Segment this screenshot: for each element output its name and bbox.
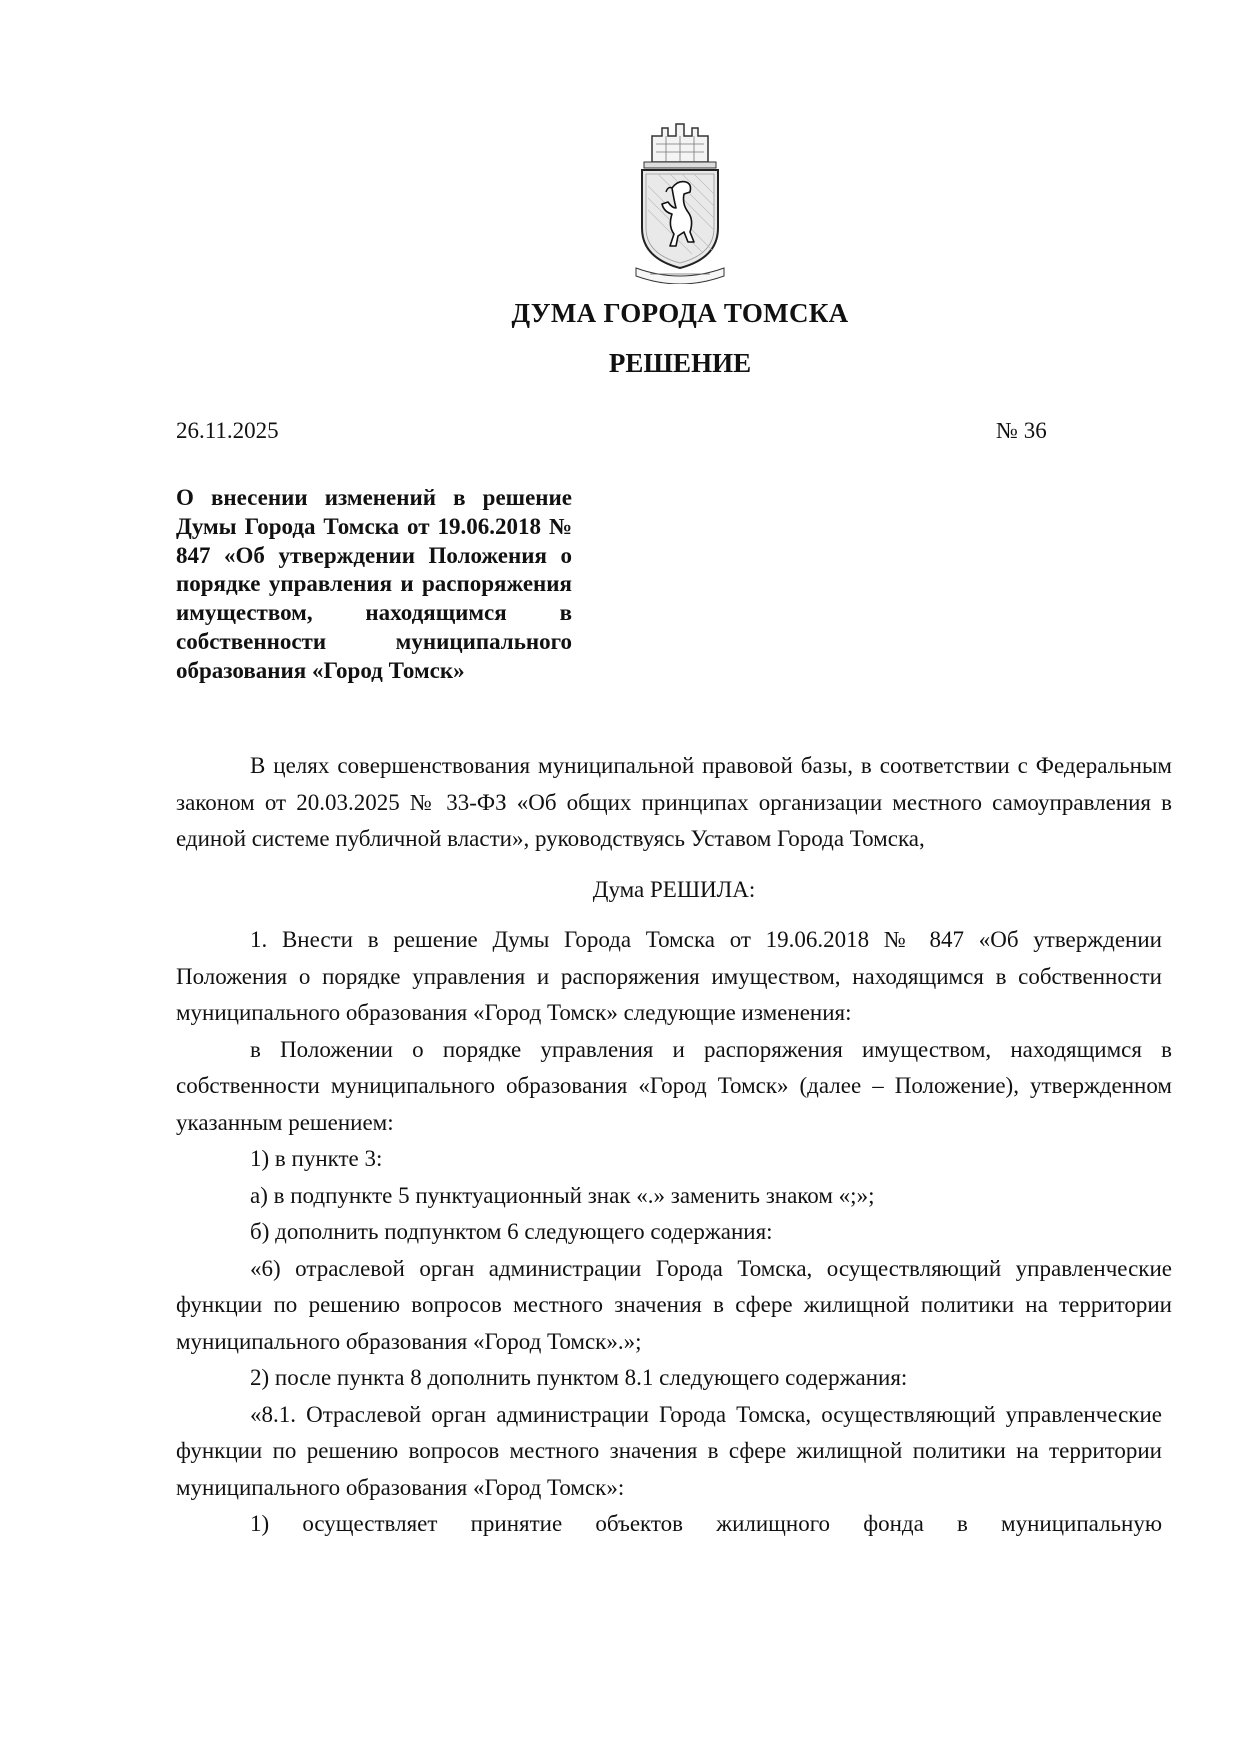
item-1-paragraph: 1. Внести в решение Думы Города Томска от 19.06.2018 № 847 «Об утверждении Положения о порядке управления и распоряжения имуществом, находящимся в собственности муниципального образования «Город Томск» следующие изменения: [176,927,1162,1025]
subitem-8-1-1-text: 1) осуществляет принятие объектов жилищного фонда в муниципальную [250,1511,1162,1536]
subitem-a: а) в подпункте 5 пунктуационный знак «.» заменить знаком «;»; [250,1182,875,1208]
document-body [176,748,1172,1543]
document-number: № 36 [996,418,1047,443]
tomsk-coat-of-arms-icon [632,116,728,284]
subitem-2-heading: 2) после пункта 8 дополнить пунктом 8.1 следующего содержания: [250,1365,908,1390]
organization-name: ДУМА ГОРОДА ТОМСКА [511,298,849,328]
document-title: О внесении изменений в решение Думы Города Томска от 19.06.2018 № 847 «Об утверждении Положения о порядке управления и распоряжения имуществом, находящимся в собственности муниципального образования «Город Томск» [176,485,572,683]
amendment-intro-paragraph: в Положении о порядке управления и распоряжения имуществом, находящимся в собственности муниципального образования «Город Томск» (далее – Положение), утвержденном указанным решением: [176,1036,1172,1135]
preamble-paragraph: В целях совершенствования муниципальной правовой базы, в соответствии с Федеральным законом от 20.03.2025 № 33-ФЗ «Об общих принципах организации местного самоуправления в единой системе публичной власти», руководствуясь Уставом Города Томска, [176,753,1172,851]
subitem-1-heading: 1) в пункте 3: [250,1146,383,1171]
document-type: РЕШЕНИЕ [608,348,752,378]
resolved-heading: Дума РЕШИЛА: [592,876,756,902]
subitem-b: б) дополнить подпунктом 6 следующего содержания: [250,1219,773,1244]
document-date: 26.11.2025 [176,418,279,443]
subitem-6-text: «6) отраслевой орган администрации Города Томска, осуществляющий управленческие функции по решению вопросов местного значения в сфере жилищной политики на территории муниципального образования «Город Томск».»; [176,1255,1172,1354]
subitem-8-1-text: «8.1. Отраслевой орган администрации Города Томска, осуществляющий управленческие функции по решению вопросов местного значения в сфере жилищной политики на территории муниципального образования «Город Томск»: [176,1401,1162,1500]
